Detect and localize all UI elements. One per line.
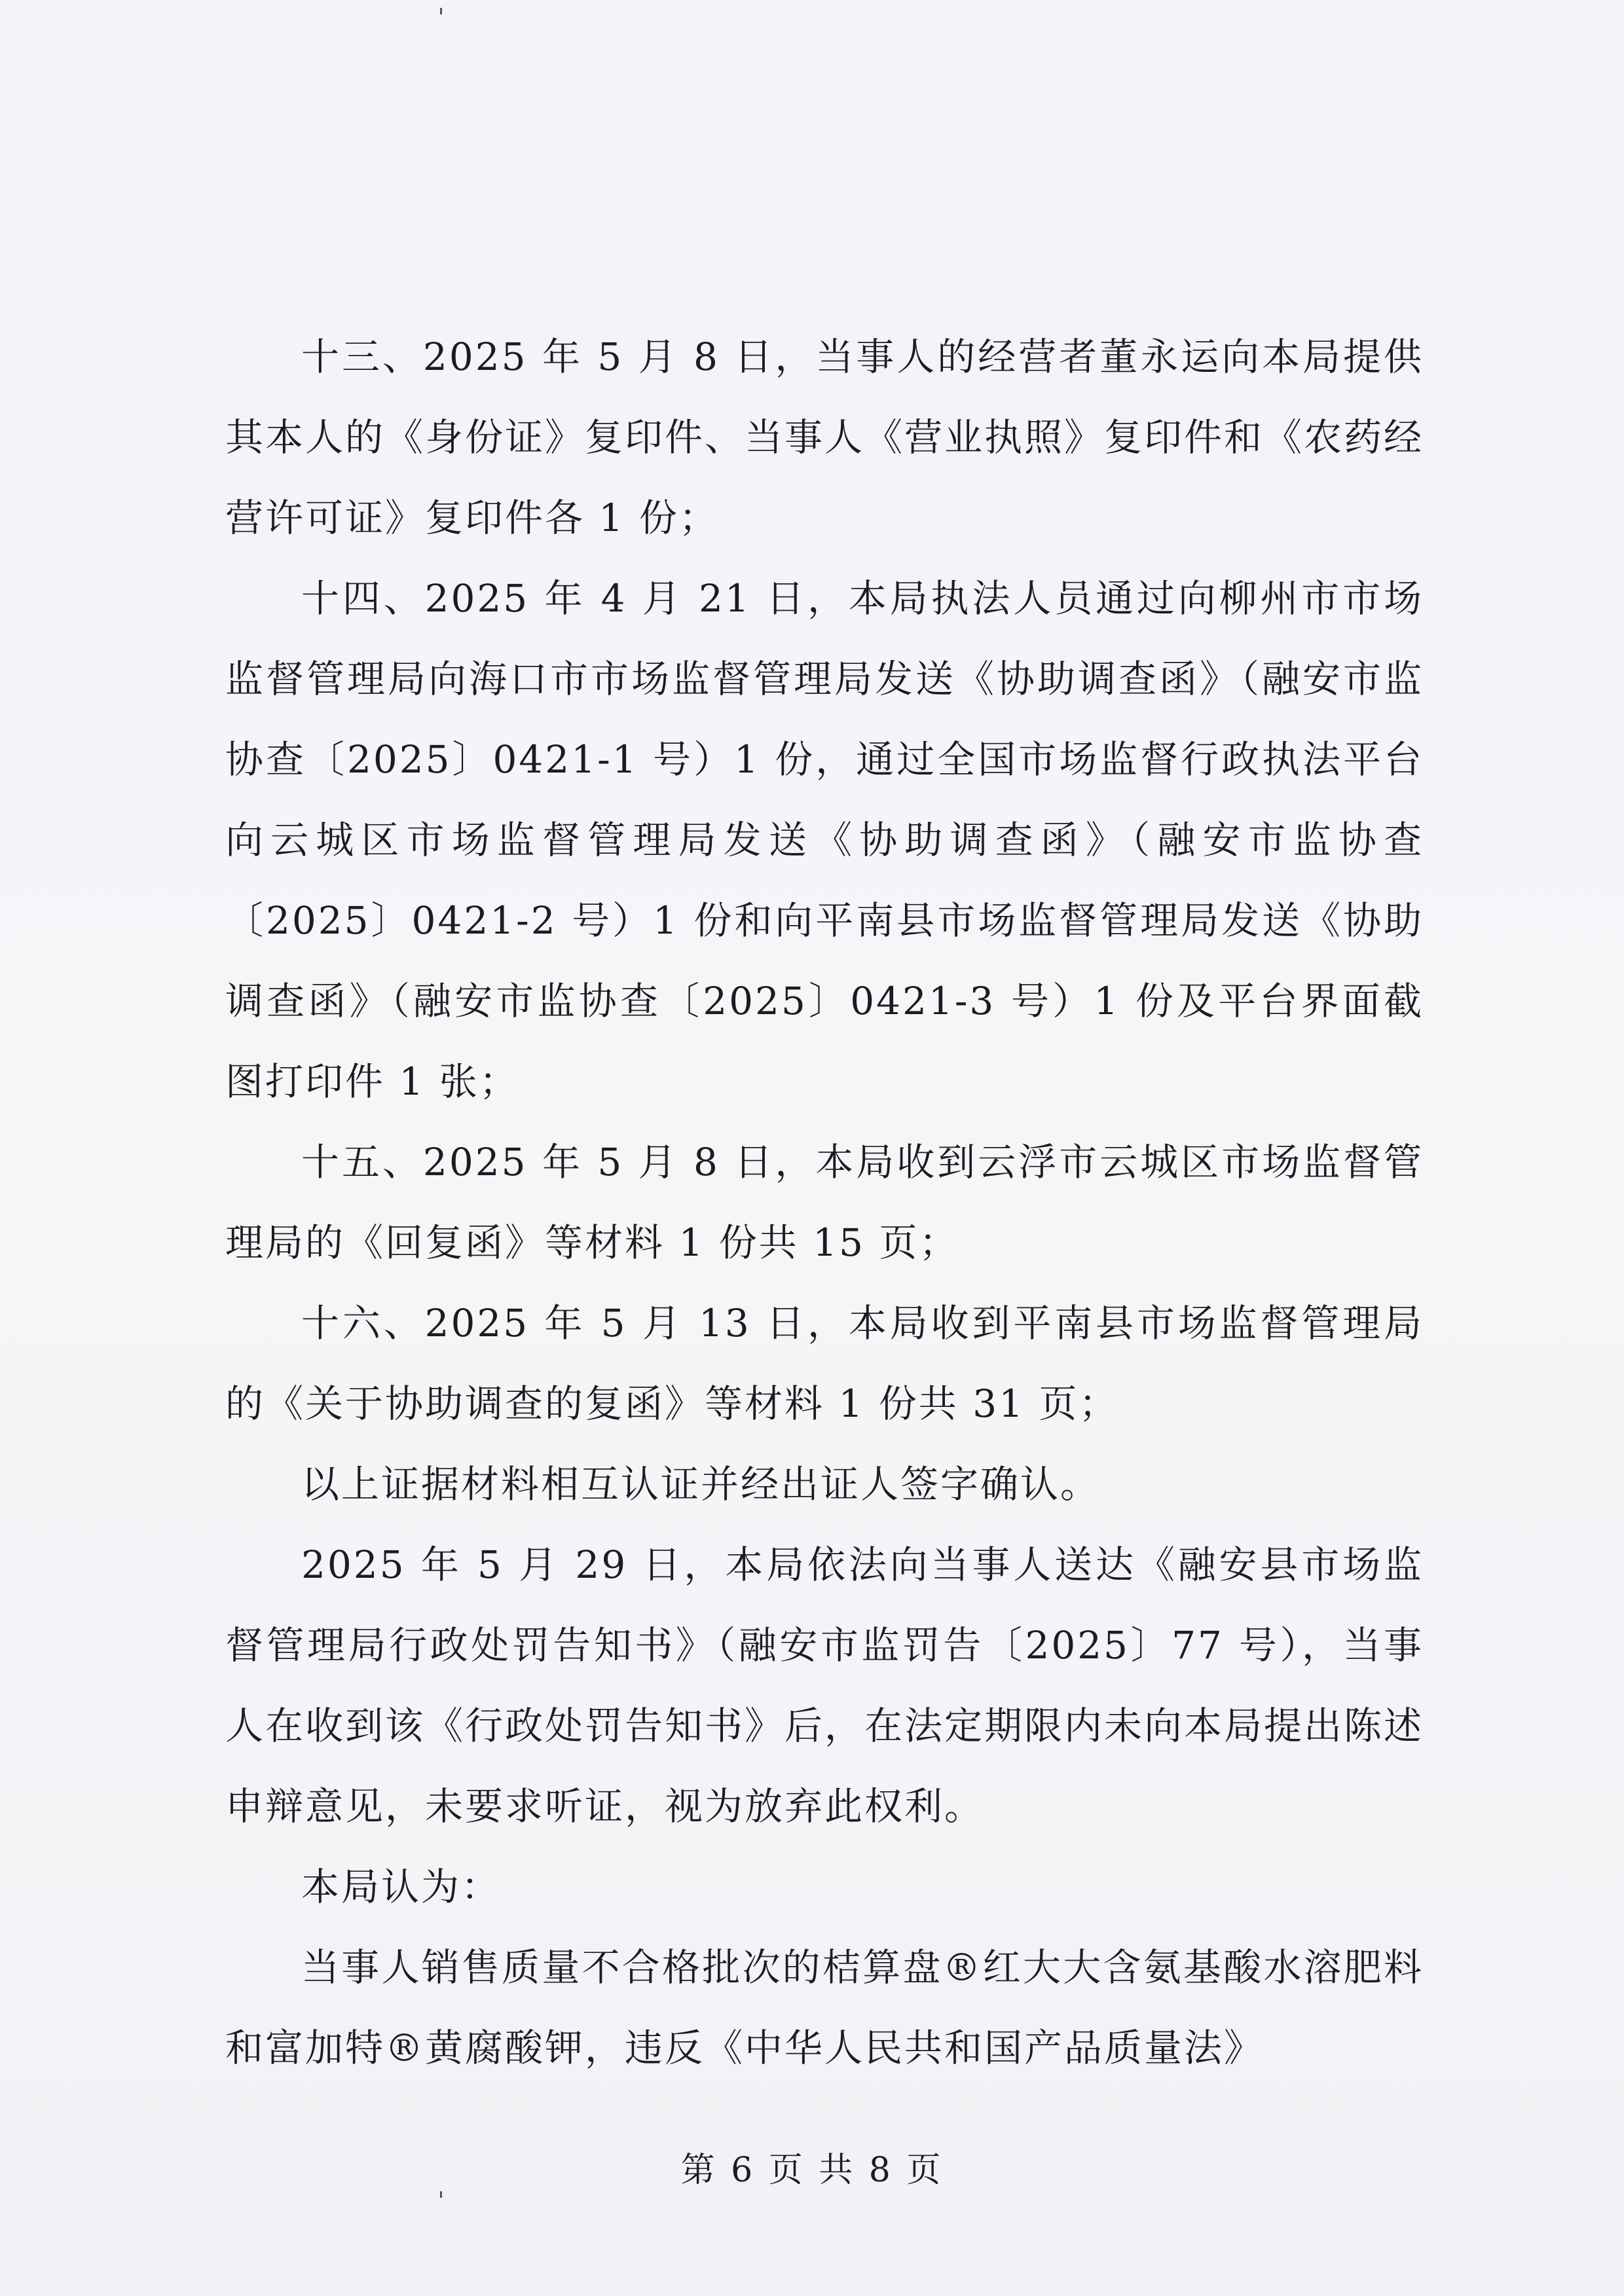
paragraph-evidence-confirmation: 以上证据材料相互认证并经出证人签字确认。 — [301, 1462, 1101, 1506]
paragraph-item-16: 十六、2025 年 5 月 13 日，本局收到平南县市场监督管理局的《关于协助调查的复函》等材料 1 份共 31 页； — [225, 1301, 1424, 1426]
paragraph-item-13: 十三、2025 年 5 月 8 日，当事人的经营者董永运向本局提供其本人的《身份证》复印件、当事人《营业执照》复印件和《农药经营许可证》复印件各 1 份； — [225, 335, 1424, 540]
paragraph-violation-finding: 当事人销售质量不合格批次的桔算盘®红大大含氨基酸水溶肥料和富加特®黄腐酸钾，违反《中华人民共和国产品质量法》 — [225, 1945, 1424, 2070]
scan-speck-top — [440, 8, 442, 14]
paragraph-notice-served: 2025 年 5 月 29 日，本局依法向当事人送达《融安县市场监督管理局行政处罚告知书》（融安市监罚告〔2025〕77 号），当事人在收到该《行政处罚告知书》后，在法定期限内未向本局提出陈述申辩意见，未要求听证，视为放弃此权利。 — [225, 1542, 1424, 1829]
document-body — [225, 317, 1424, 2088]
paragraph-bureau-opinion-heading: 本局认为： — [301, 1865, 502, 1909]
paragraph-item-15: 十五、2025 年 5 月 8 日，本局收到云浮市云城区市场监督管理局的《回复函》等材料 1 份共 15 页； — [225, 1140, 1424, 1265]
page-number-footer: 第 6 页 共 8 页 — [680, 2151, 944, 2190]
scan-speck-bottom — [440, 2191, 442, 2198]
paragraph-item-14: 十四、2025 年 4 月 21 日，本局执法人员通过向柳州市市场监督管理局向海口市市场监督管理局发送《协助调查函》（融安市监协查〔2025〕0421-1 号）1 份，通过全国市场监督行政执法平台向云城区市场监督管理局发送《协助调查函》（融安市监协查〔2025〕0421-2 号）1 份和向平南县市场监督管理局发送《协助调查函》（融安市监协查〔2025〕0421-3 号）1 份及平台界面截图打印件 1 张； — [225, 576, 1424, 1104]
